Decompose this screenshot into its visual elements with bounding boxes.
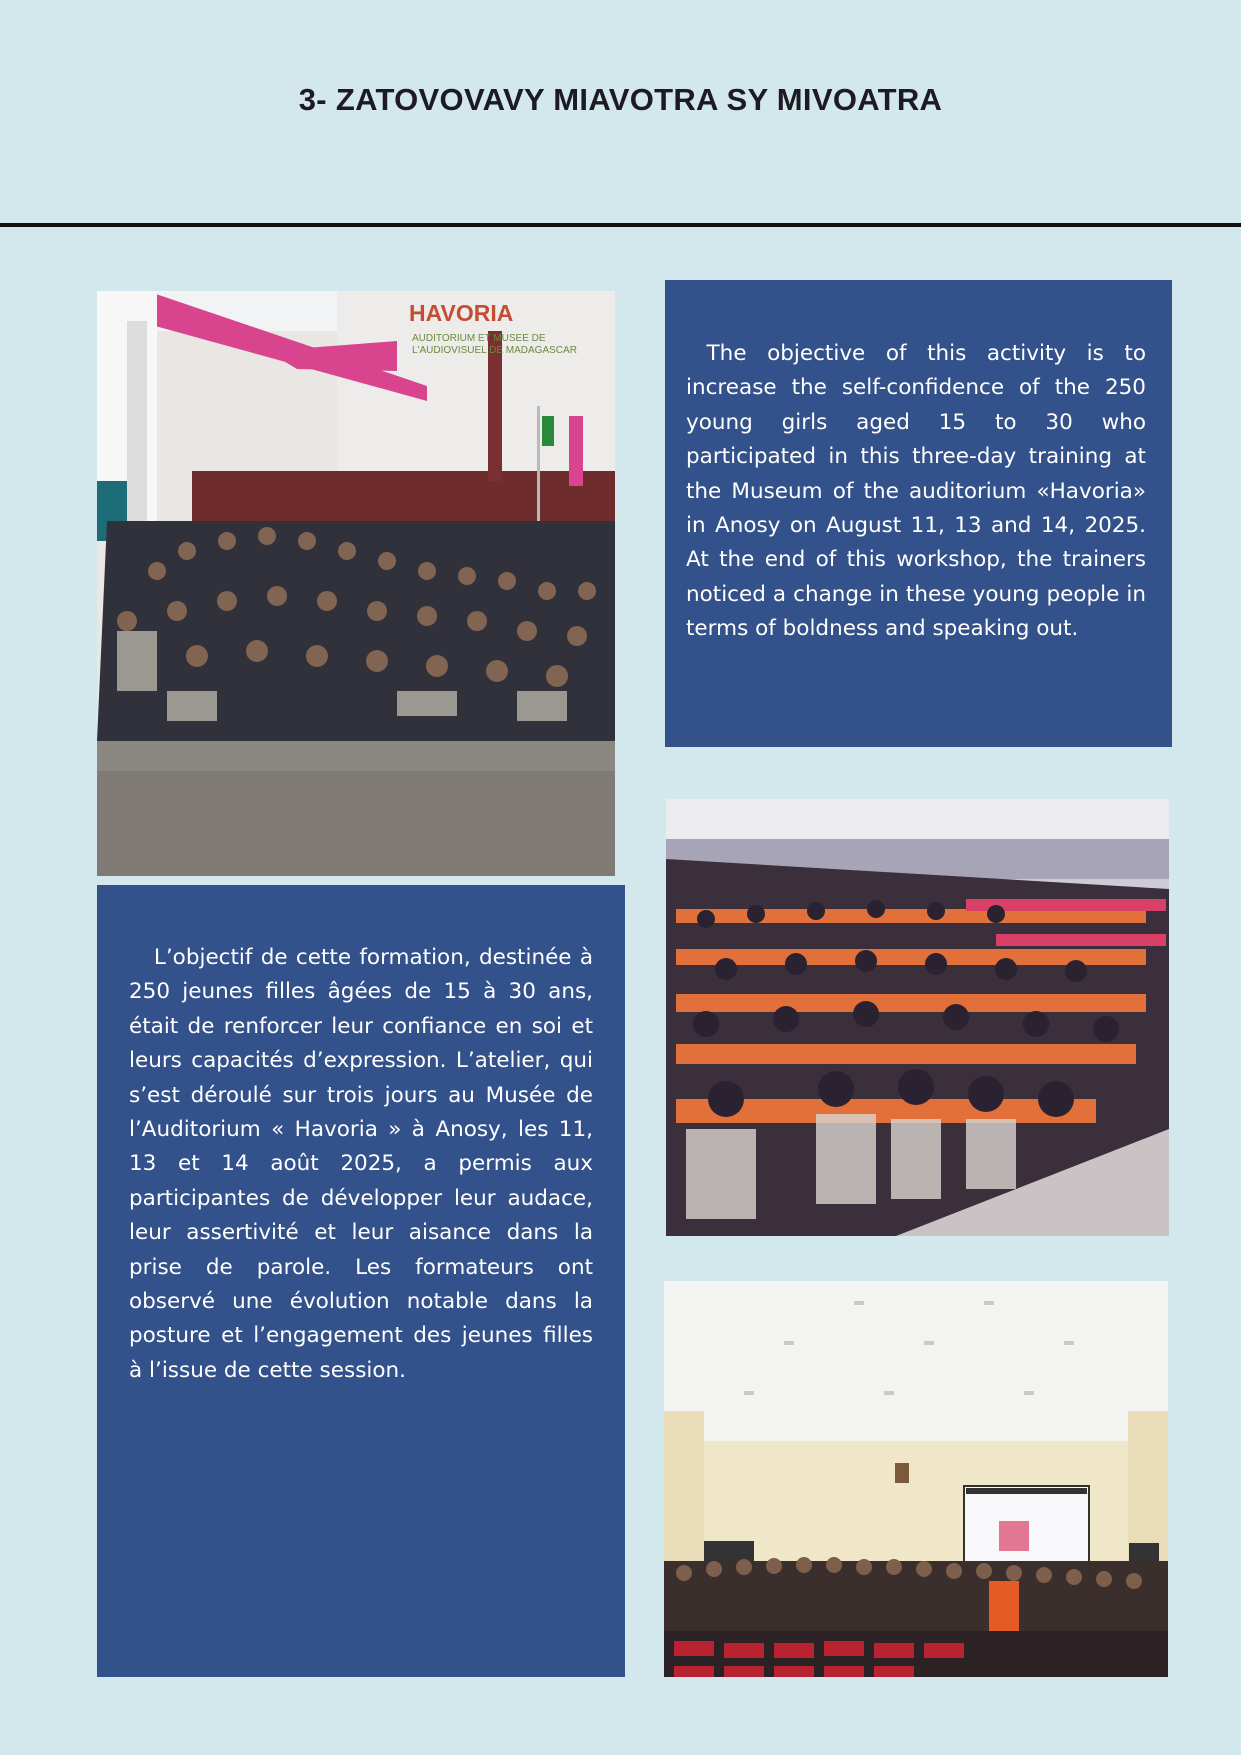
page-title: 3- ZATOVOVAVY MIAVOTRA SY MIVOATRA	[298, 82, 943, 117]
french-text-panel	[97, 885, 625, 1677]
group-photo-building	[97, 291, 615, 876]
havoria-sign-line2: L'AUDIOVISUEL DE MADAGASCAR	[412, 345, 577, 356]
title-divider	[0, 223, 1241, 227]
havoria-sign-line1: AUDITORIUM ET MUSEE DE	[412, 333, 546, 344]
english-paragraph: The objective of this activity is to increase the self-confidence of the 250 young girls aged 15 to 30 who participated in this three-day training at the Museum of the auditorium «Havoria» in Anosy on August 11, 13 and 14, 2025. At the end of this workshop, the trainers noticed a change in these young people in terms of boldness and speaking out.	[686, 341, 1146, 642]
french-paragraph: L’objectif de cette formation, destinée à 250 jeunes filles âgées de 15 à 30 ans, était de renforcer leur confiance en soi et leurs capacités d’expression. L’atelier, qui s’est déroulé sur trois jours au Musée de l’Auditorium « Havoria » à Anosy, les 11, 13 et 14 août 2025, a permis aux participantes de développer leur audace, leur assertivité et leur aisance dans la prise de parole. Les formateurs ont observé une évolution notable dans la posture et l’engagement des jeunes filles à l’issue de cette session.	[129, 945, 593, 1383]
hall-group-photo	[664, 1281, 1168, 1677]
english-text-panel	[665, 280, 1172, 747]
auditorium-seated-photo	[666, 799, 1169, 1236]
havoria-sign: HAVORIA	[409, 300, 514, 326]
